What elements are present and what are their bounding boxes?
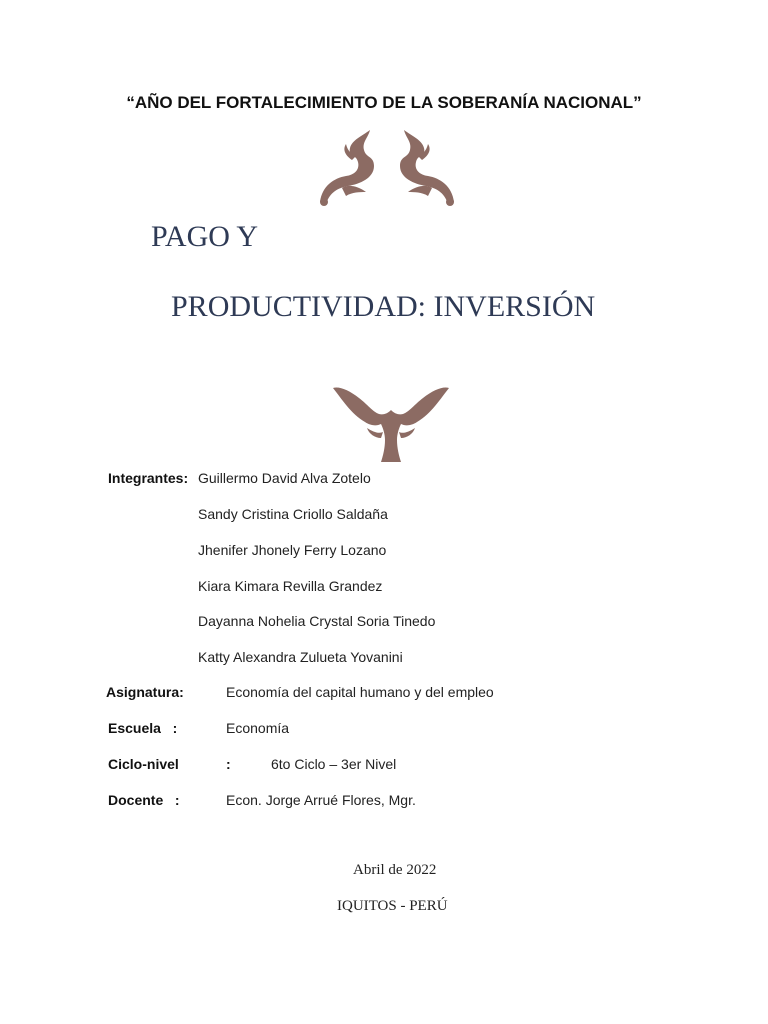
teacher-label: Docente : <box>108 792 180 808</box>
sprout-ornament-icon <box>331 384 451 466</box>
motto-heading: “AÑO DEL FORTALECIMIENTO DE LA SOBERANÍA NACIONAL” <box>126 93 642 112</box>
school-value: Economía <box>226 720 290 736</box>
teacher-value: Econ. Jorge Arrué Flores, Mgr. <box>226 792 416 808</box>
cycle-colon: : <box>226 756 231 772</box>
member-name: Katty Alexandra Zulueta Yovanini <box>198 649 403 665</box>
school-label: Escuela : <box>108 720 178 736</box>
members-label: Integrantes: <box>108 470 189 486</box>
title-line-1: PAGO Y <box>151 220 258 253</box>
member-name: Jhenifer Jhonely Ferry Lozano <box>198 542 387 558</box>
place-text: IQUITOS - PERÚ <box>337 898 448 914</box>
title-line-2: PRODUCTIVIDAD: INVERSIÓN <box>171 290 596 323</box>
date-text: Abril de 2022 <box>353 862 437 878</box>
subject-label: Asignatura: <box>106 684 184 700</box>
member-name: Sandy Cristina Criollo Saldaña <box>198 506 388 522</box>
floral-ornament-icon <box>312 126 462 206</box>
subject-value: Economía del capital humano y del empleo <box>226 684 494 700</box>
member-name: Guillermo David Alva Zotelo <box>198 470 371 486</box>
cycle-value: 6to Ciclo – 3er Nivel <box>271 756 397 772</box>
cycle-label: Ciclo-nivel <box>108 756 179 772</box>
member-name: Kiara Kimara Revilla Grandez <box>198 578 383 594</box>
member-name: Dayanna Nohelia Crystal Soria Tinedo <box>198 613 436 629</box>
